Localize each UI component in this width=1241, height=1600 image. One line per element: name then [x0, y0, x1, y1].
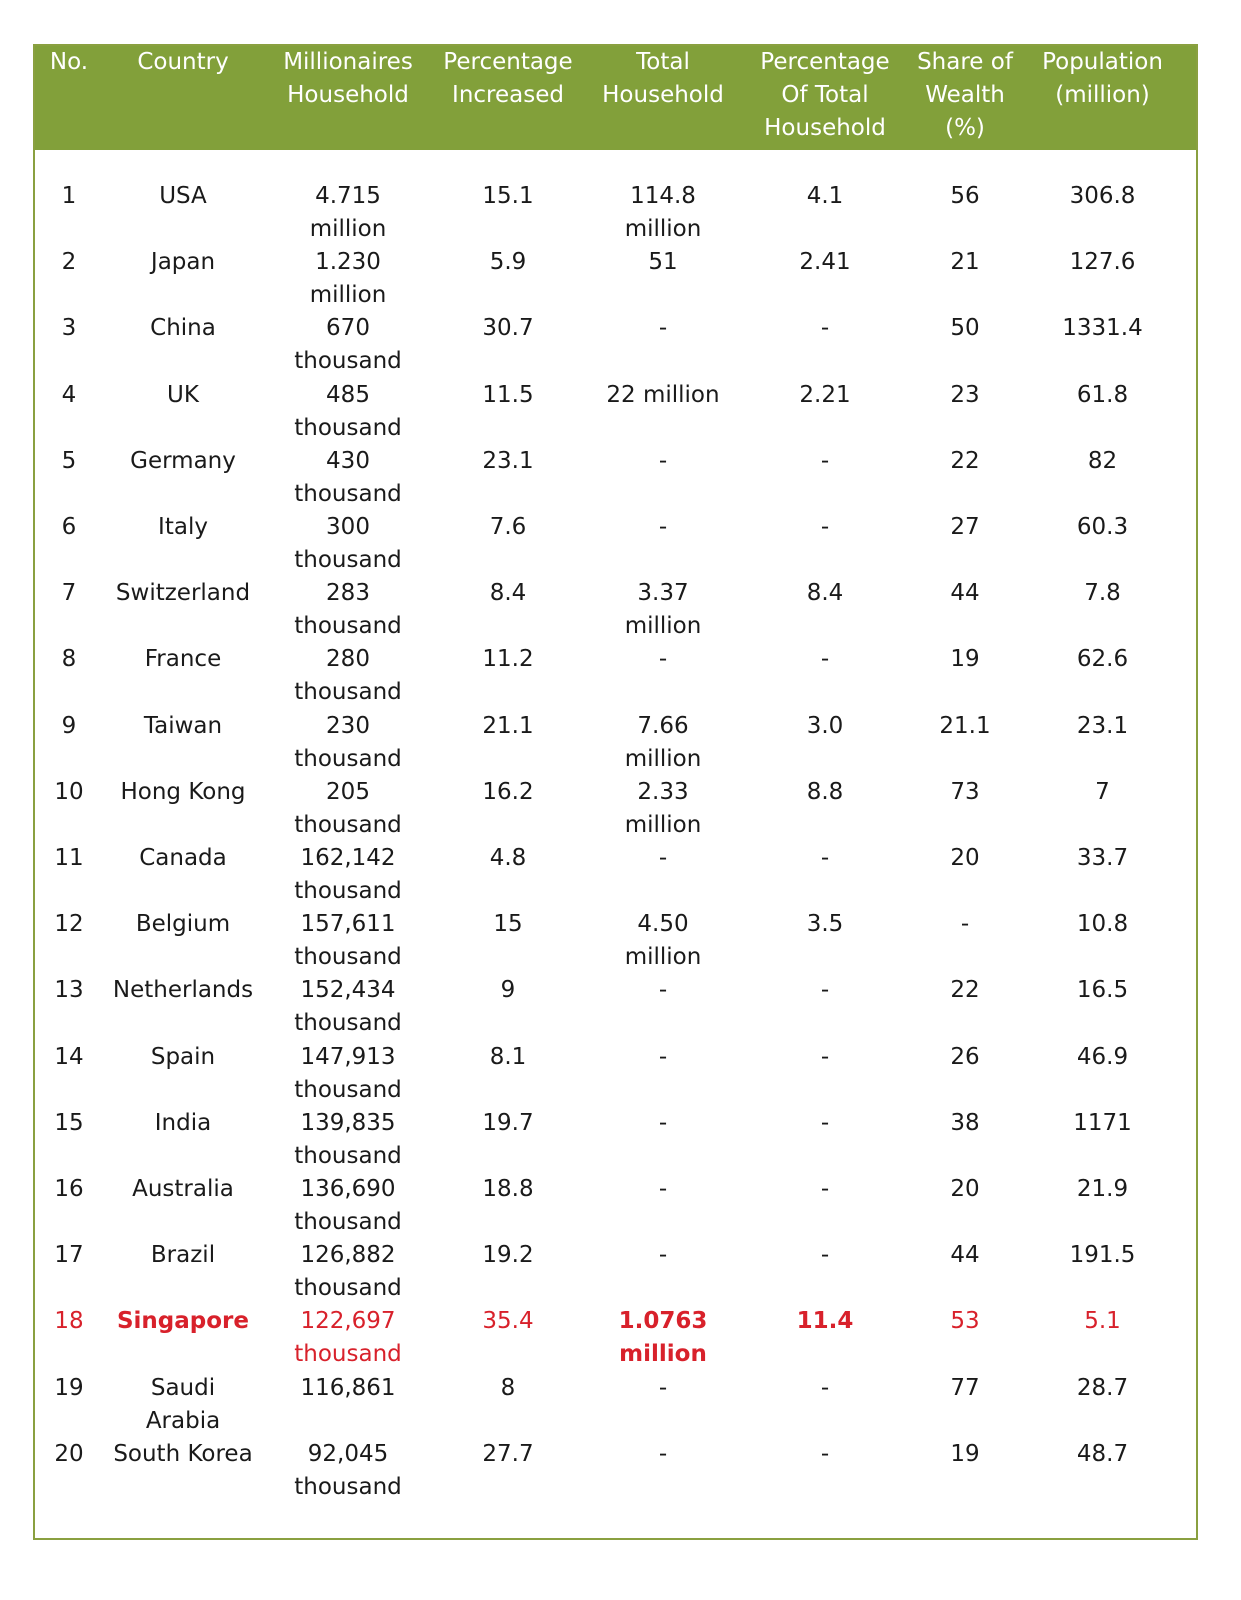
cell-pct-increased: 16.2: [482, 778, 534, 805]
col-header-total-household: Total Household: [602, 49, 724, 108]
table-row: [35, 1372, 1196, 1438]
cell-share-wealth: 38: [950, 1109, 980, 1136]
table-row: [35, 908, 1196, 974]
cell-no: 2: [61, 249, 77, 276]
cell-population: 191.5: [1069, 1242, 1136, 1269]
cell-population: 61.8: [1076, 381, 1129, 408]
cell-total-household: -: [658, 1043, 668, 1070]
cell-no: 19: [54, 1374, 84, 1401]
cell-no: 7: [61, 580, 77, 607]
table-row: [35, 1239, 1196, 1305]
table-row: [35, 1305, 1196, 1371]
cell-total-household: -: [658, 514, 668, 540]
cell-share-wealth: 44: [950, 580, 980, 607]
cell-country: South Korea: [113, 1440, 253, 1467]
table-header: [35, 46, 1196, 150]
cell-no: 4: [61, 381, 77, 408]
cell-total-household: 22 million: [606, 381, 720, 408]
cell-share-wealth: 77: [950, 1374, 980, 1401]
cell-pct-total: -: [820, 1242, 830, 1269]
cell-country: Spain: [150, 1043, 216, 1070]
table-row: [35, 246, 1196, 312]
cell-total-household: 114.8 million: [624, 183, 702, 242]
cell-no: 16: [54, 1176, 84, 1202]
cell-share-wealth: 19: [950, 1440, 980, 1467]
col-header-country: Country: [137, 49, 229, 75]
cell-country: Canada: [139, 845, 227, 871]
table-row: [35, 180, 1196, 246]
cell-share-wealth: 26: [950, 1043, 980, 1070]
cell-no: 5: [61, 447, 77, 474]
cell-millionaires: 162,142 thousand: [294, 845, 402, 904]
cell-pct-total: -: [820, 1176, 830, 1202]
table-row: [35, 710, 1196, 776]
cell-population: 10.8: [1076, 911, 1129, 938]
cell-country: India: [154, 1109, 212, 1136]
table-row: [35, 511, 1196, 577]
cell-population: 62.6: [1076, 646, 1129, 673]
cell-pct-increased: 7.6: [489, 514, 527, 540]
cell-pct-total: 4.1: [806, 183, 844, 209]
cell-country: Germany: [130, 447, 236, 474]
cell-total-household: 51: [648, 249, 678, 276]
cell-population: 82: [1087, 447, 1118, 474]
cell-pct-increased: 18.8: [482, 1176, 534, 1202]
cell-total-household: -: [658, 1176, 668, 1202]
cell-millionaires: 122,697 thousand: [294, 1308, 402, 1368]
cell-millionaires: 157,611 thousand: [294, 911, 402, 971]
cell-no: 13: [54, 977, 84, 1004]
cell-share-wealth: 53: [950, 1308, 980, 1335]
cell-country: Switzerland: [115, 580, 251, 607]
cell-share-wealth: 27: [950, 514, 980, 540]
cell-millionaires: 430 thousand: [294, 447, 402, 507]
cell-population: 5.1: [1084, 1308, 1121, 1335]
cell-pct-total: -: [820, 514, 830, 540]
cell-population: 60.3: [1076, 514, 1129, 540]
cell-country: USA: [159, 183, 207, 209]
cell-millionaires: 152,434 thousand: [294, 977, 402, 1037]
col-header-population: Population (million): [1042, 49, 1163, 108]
cell-country: France: [144, 646, 222, 673]
cell-millionaires: 283 thousand: [294, 580, 402, 640]
cell-total-household: 1.0763 million: [618, 1308, 708, 1368]
cell-share-wealth: 20: [950, 1176, 980, 1202]
cell-pct-increased: 5.9: [489, 249, 527, 276]
cell-no: 3: [61, 315, 77, 342]
cell-pct-increased: 19.7: [482, 1109, 534, 1136]
cell-country: Italy: [158, 514, 208, 540]
cell-population: 1331.4: [1062, 315, 1143, 342]
cell-share-wealth: 56: [950, 183, 980, 209]
cell-no: 20: [54, 1440, 84, 1467]
cell-population: 46.9: [1076, 1043, 1129, 1070]
cell-total-household: 7.66 million: [624, 712, 702, 772]
cell-millionaires: 126,882 thousand: [294, 1242, 402, 1302]
cell-millionaires: 136,690 thousand: [294, 1176, 402, 1235]
cell-millionaires: 147,913 thousand: [294, 1043, 402, 1103]
cell-millionaires: 300 thousand: [294, 514, 402, 573]
cell-country: China: [150, 315, 216, 342]
cell-millionaires: 280 thousand: [294, 646, 402, 706]
cell-total-household: -: [658, 1374, 668, 1401]
cell-no: 15: [54, 1109, 84, 1136]
cell-share-wealth: 21: [950, 249, 980, 276]
col-header-share-wealth: Share of Wealth (%): [917, 49, 1013, 141]
cell-pct-total: 8.8: [806, 778, 844, 805]
cell-pct-increased: 8.4: [489, 580, 527, 607]
millionaires-table: [33, 44, 1198, 1540]
cell-no: 9: [61, 712, 77, 739]
table-row: [35, 1107, 1196, 1173]
cell-pct-total: 8.4: [806, 580, 844, 607]
table-row: [35, 974, 1196, 1040]
cell-millionaires: 205 thousand: [294, 778, 402, 838]
cell-population: 1171: [1073, 1109, 1132, 1136]
cell-country: Saudi Arabia: [145, 1374, 221, 1434]
cell-pct-increased: 27.7: [482, 1440, 534, 1467]
cell-share-wealth: 44: [950, 1242, 980, 1269]
cell-total-household: 2.33 million: [624, 778, 702, 838]
cell-pct-total: -: [820, 1374, 830, 1401]
cell-pct-increased: 8: [500, 1374, 516, 1401]
cell-country: Australia: [132, 1176, 234, 1202]
cell-pct-total: 3.0: [806, 712, 844, 739]
cell-share-wealth: 23: [950, 381, 980, 408]
cell-total-household: -: [658, 845, 668, 871]
cell-no: 6: [61, 514, 77, 540]
table-row: [35, 379, 1196, 445]
cell-population: 28.7: [1076, 1374, 1129, 1401]
cell-share-wealth: 20: [950, 845, 980, 871]
cell-population: 48.7: [1076, 1440, 1129, 1467]
cell-total-household: -: [658, 977, 668, 1004]
col-header-no: No.: [49, 49, 89, 75]
cell-country: Japan: [150, 249, 216, 276]
cell-country: Singapore: [116, 1308, 249, 1335]
cell-population: 21.9: [1076, 1176, 1129, 1202]
cell-share-wealth: 19: [950, 646, 980, 673]
cell-total-household: 4.50 million: [624, 911, 702, 971]
cell-pct-increased: 8.1: [489, 1043, 527, 1070]
cell-pct-total: 2.41: [799, 249, 851, 276]
cell-pct-total: -: [820, 315, 830, 342]
cell-population: 306.8: [1069, 183, 1136, 209]
cell-no: 18: [54, 1308, 84, 1335]
cell-share-wealth: -: [960, 911, 970, 938]
cell-total-household: -: [658, 1109, 668, 1136]
cell-pct-total: -: [820, 1109, 830, 1136]
table-row: [35, 1041, 1196, 1107]
cell-no: 10: [54, 778, 84, 805]
cell-country: Hong Kong: [120, 778, 246, 805]
cell-no: 14: [54, 1043, 84, 1070]
cell-pct-increased: 21.1: [482, 712, 534, 739]
cell-millionaires: 4.715 million: [309, 183, 387, 242]
col-header-pct-total: Percentage Of Total Household: [760, 49, 890, 141]
cell-population: 33.7: [1076, 845, 1129, 871]
cell-pct-increased: 15: [493, 911, 523, 938]
table-row: [35, 312, 1196, 378]
cell-country: UK: [167, 381, 199, 408]
cell-total-household: -: [658, 1242, 668, 1269]
table-row: [35, 643, 1196, 709]
cell-pct-total: 3.5: [806, 911, 844, 938]
cell-country: Brazil: [150, 1242, 216, 1269]
cell-country: Taiwan: [143, 712, 223, 739]
cell-no: 8: [61, 646, 77, 673]
table-row: [35, 1173, 1196, 1239]
cell-no: 11: [54, 845, 84, 871]
col-header-millionaires: Millionaires Household: [283, 49, 413, 108]
table-row: [35, 842, 1196, 908]
cell-pct-total: -: [820, 447, 830, 474]
cell-pct-total: -: [820, 845, 830, 871]
cell-country: Belgium: [135, 911, 231, 938]
cell-population: 23.1: [1076, 712, 1129, 739]
cell-millionaires: 670 thousand: [294, 315, 402, 375]
cell-pct-increased: 23.1: [482, 447, 534, 474]
cell-share-wealth: 21.1: [939, 712, 991, 739]
cell-pct-increased: 9: [500, 977, 516, 1004]
table-row: [35, 577, 1196, 643]
cell-millionaires: 139,835 thousand: [294, 1109, 402, 1169]
cell-no: 12: [54, 911, 84, 938]
cell-pct-total: 11.4: [796, 1308, 854, 1335]
cell-total-household: -: [658, 315, 668, 342]
cell-pct-total: -: [820, 1440, 830, 1467]
cell-no: 17: [54, 1242, 84, 1269]
cell-share-wealth: 22: [950, 977, 980, 1004]
cell-pct-increased: 4.8: [489, 845, 527, 871]
cell-pct-increased: 30.7: [482, 315, 534, 342]
cell-no: 1: [61, 183, 77, 209]
cell-total-household: -: [658, 447, 668, 474]
cell-pct-total: -: [820, 977, 830, 1004]
table-row: [35, 776, 1196, 842]
cell-share-wealth: 73: [950, 778, 980, 805]
cell-pct-increased: 15.1: [482, 183, 534, 209]
cell-population: 127.6: [1069, 249, 1136, 276]
cell-millionaires: 230 thousand: [294, 712, 402, 772]
cell-pct-increased: 11.2: [482, 646, 534, 673]
cell-population: 7.8: [1084, 580, 1121, 607]
cell-total-household: -: [658, 646, 668, 673]
cell-millionaires: 116,861: [300, 1374, 396, 1401]
cell-country: Netherlands: [112, 977, 254, 1004]
cell-population: 16.5: [1076, 977, 1129, 1004]
cell-pct-total: -: [820, 646, 830, 673]
cell-total-household: -: [658, 1440, 668, 1467]
cell-pct-increased: 19.2: [482, 1242, 534, 1269]
table-row: [35, 445, 1196, 511]
cell-population: 7: [1095, 778, 1110, 805]
cell-millionaires: 92,045 thousand: [294, 1440, 402, 1500]
cell-pct-total: -: [820, 1043, 830, 1070]
cell-millionaires: 485 thousand: [294, 381, 402, 441]
cell-share-wealth: 22: [950, 447, 980, 474]
cell-total-household: 3.37 million: [624, 580, 702, 640]
cell-millionaires: 1.230 million: [309, 249, 387, 309]
cell-share-wealth: 50: [950, 315, 980, 342]
table-row: [35, 1438, 1196, 1504]
col-header-pct-increased: Percentage Increased: [443, 49, 573, 108]
cell-pct-increased: 35.4: [482, 1308, 534, 1335]
cell-pct-total: 2.21: [799, 381, 851, 408]
cell-pct-increased: 11.5: [482, 381, 534, 408]
